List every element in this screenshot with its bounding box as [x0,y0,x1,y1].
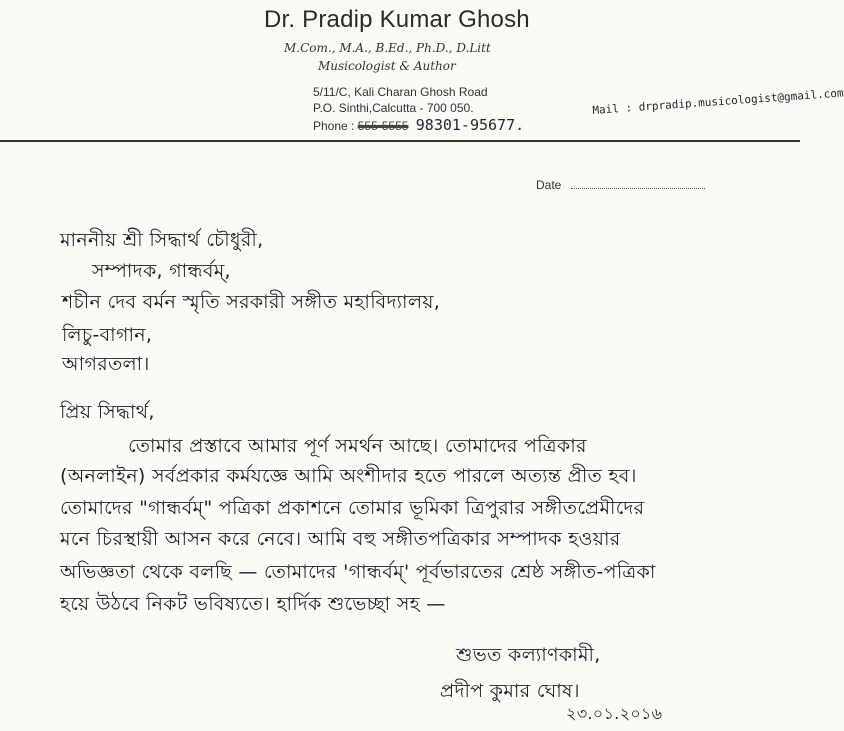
letterhead [0,0,844,140]
body-line-2: (অনলাইন) সর্বপ্রকার কর্মযজ্ঞে আমি অংশীদার হতে পারলে অত্যন্ত প্রীত হব। [60,465,637,487]
date-label: Date [536,178,562,192]
body-line-1: তোমার প্রস্তাবে আমার পূর্ণ সমর্থন আছে। তোমাদের পত্রিকার [128,435,587,457]
date-dotted-line [571,188,705,189]
signature: প্রদীপ কুমার ঘোষ। [440,680,580,702]
addressee-line-5: আগরতলা। [62,353,150,375]
date-field [536,178,705,192]
phone-handwritten-number: 98301-95677. [415,116,525,134]
mail-handwritten: Mail : drpradip.musicologist@gmail.com [592,86,844,117]
body-line-5: অভিজ্ঞতা থেকে বলছি — তোমাদের 'গান্ধর্বম্' পূর্বভারতের শ্রেষ্ঠ সঙ্গীত-পত্রিকা [60,561,656,583]
phone-line [313,116,524,134]
closing: শুভত কল্যাণকামী, [456,644,601,666]
author-address [313,84,488,116]
addressee-line-4: লিচু-বাগান, [62,324,153,346]
phone-label: Phone : [313,119,355,133]
signed-date: ২৩.০১.২০১৬ [566,704,663,723]
addressee-line-2: সম্পাদক, গান্ধর্বম্, [92,260,231,282]
addressee-line-1: মাননীয় শ্রী সিদ্ধার্থ চৌধুরী, [60,229,264,251]
address-line-1: 5/11/C, Kali Charan Ghosh Road [313,85,488,99]
salutation: প্রিয় সিদ্ধার্থ, [60,401,155,423]
letterhead-divider [0,140,800,142]
author-role: Musicologist & Author [318,59,456,73]
addressee-line-3: শচীন দেব বর্মন স্মৃতি সরকারী সঙ্গীত মহাবিদ্যালয়, [62,291,441,313]
body-line-4: মনে চিরস্থায়ী আসন করে নেবে। আমি বহু সঙ্গীতপত্রিকার সম্পাদক হওয়ার [60,528,621,550]
body-line-3: তোমাদের "গান্ধর্বম্" পত্রিকা প্রকাশনে তোমার ভূমিকা ত্রিপুরার সঙ্গীতপ্রেমীদের [60,497,645,519]
author-name: Dr. Pradip Kumar Ghosh [264,6,530,33]
address-line-2: P.O. Sinthi,Calcutta - 700 050. [313,101,474,115]
author-degrees: M.Com., M.A., B.Ed., Ph.D., D.Litt [284,41,491,55]
phone-struck-number: 555-5555 [357,119,409,133]
body-line-6: হয়ে উঠবে নিকট ভবিষ্যতে। হার্দিক শুভেচ্ছা সহ — [60,593,446,615]
